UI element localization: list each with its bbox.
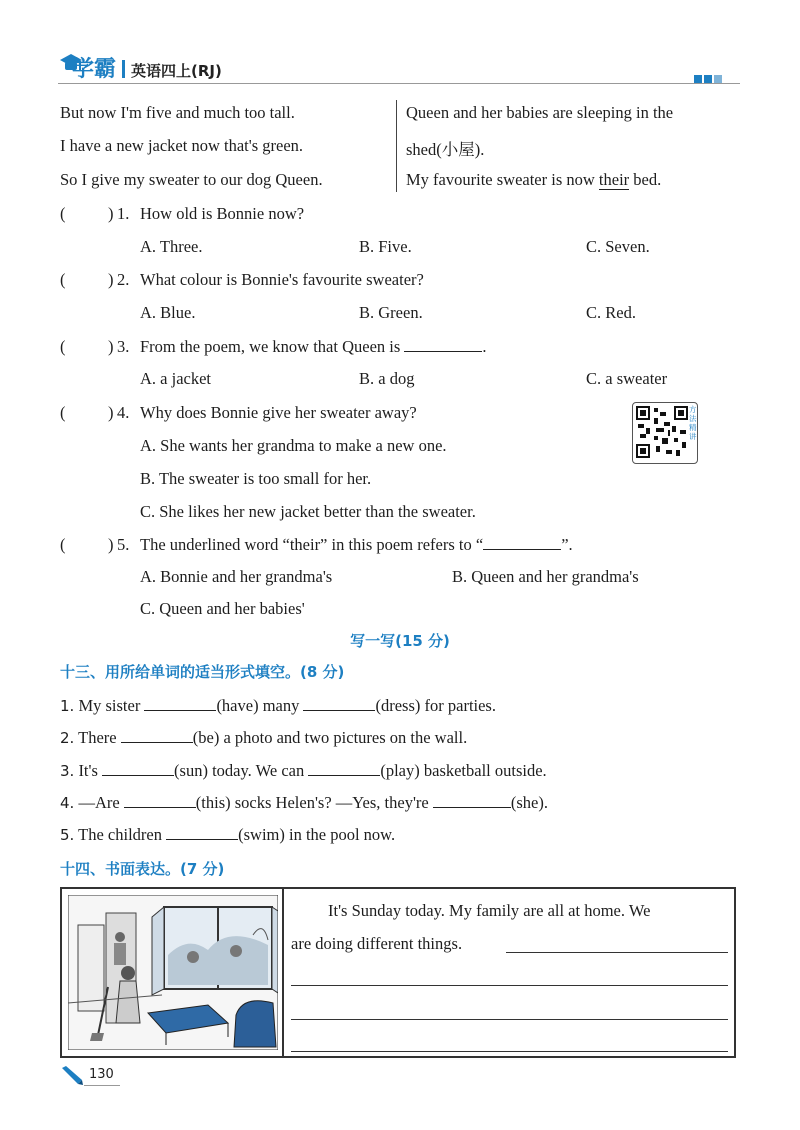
writing-prompt-line-1: It's Sunday today. My family are all at home. We [328, 901, 651, 920]
page-number: 130 [89, 1067, 114, 1082]
s13-item-3: 3. It's (sun) today. We can (play) basketball outside. [60, 761, 547, 780]
q4-text: Why does Bonnie give her sweater away? [140, 403, 417, 422]
s13-item-3-blank-2[interactable] [308, 761, 380, 776]
qr-code-icon [636, 406, 688, 458]
s13-item-1: 1. My sister (have) many (dress) for parties. [60, 696, 496, 715]
q3-rparen: ) [108, 337, 114, 356]
writing-box [60, 887, 736, 1058]
s13-item-3-blank-1[interactable] [102, 761, 174, 776]
s13-item-1-blank-1[interactable] [144, 696, 216, 711]
q4-option-b: B. The sweater is too small for her. [140, 469, 372, 488]
s13-item-1-blank-2[interactable] [303, 696, 375, 711]
q1-option-b: B. Five. [359, 237, 412, 256]
q3-after-blank: . [482, 337, 487, 356]
q2-option-a: A. Blue. [140, 303, 196, 322]
q1-text: How old is Bonnie now? [140, 204, 305, 223]
q4-option-a: A. She wants her grandma to make a new one. [140, 436, 447, 455]
q5-text: The underlined word “their” in this poem refers to “ [140, 535, 484, 554]
q4-rparen: ) [108, 403, 114, 422]
q5-option-a: A. Bonnie and her grandma's [140, 567, 333, 586]
poem-right-line-3-text: My favourite sweater is now [406, 170, 599, 189]
q5-paren: ( [60, 535, 66, 554]
q5-after-blank: ”. [561, 535, 573, 554]
q5-option-c: C. Queen and her babies' [140, 599, 305, 618]
s13-item-4-blank-1[interactable] [124, 793, 196, 808]
section-write-heading: 写一写(15 分) [350, 632, 450, 650]
q3-answer-blank[interactable] [404, 337, 482, 352]
q3-number: 3. [117, 337, 130, 356]
poem-divider [396, 100, 397, 192]
s13-item-2: 2. There (be) a photo and two pictures on the wall. [60, 728, 468, 747]
q4-paren: ( [60, 403, 66, 422]
s13-item-4-blank-2[interactable] [433, 793, 511, 808]
header-divider-tick [122, 60, 125, 78]
qr-code[interactable] [632, 402, 698, 464]
underlined-word: their [598, 170, 630, 189]
section14-title: 十四、书面表达。(7 分) [60, 860, 225, 878]
q5-text-row [140, 535, 573, 555]
poem-left-line-2: I have a new jacket now that's green. [60, 136, 304, 155]
q2-paren: ( [60, 270, 66, 289]
pencil-icon [60, 1064, 84, 1086]
q5-rparen: ) [108, 535, 114, 554]
logo-text: 学霸 [72, 57, 117, 82]
writing-line-1[interactable] [506, 952, 728, 953]
writing-line-2[interactable] [291, 985, 728, 986]
q4-option-c: C. She likes her new jacket better than the sweater. [140, 502, 476, 521]
writing-line-4[interactable] [291, 1051, 728, 1052]
q3-option-c: C. a sweater [586, 369, 668, 388]
poem-right-line-1: Queen and her babies are sleeping in the [406, 103, 674, 122]
poem-left-line-1: But now I'm five and much too tall. [60, 103, 295, 122]
q2-rparen: ) [108, 270, 114, 289]
q5-number: 5. [117, 535, 130, 554]
q5-answer-blank[interactable] [483, 535, 561, 550]
q5-option-b: B. Queen and her grandma's [452, 567, 639, 586]
header-logo [58, 52, 130, 82]
qr-label: 方法精讲 [689, 405, 697, 441]
poem-right-line-2: shed(小屋). [406, 140, 485, 159]
q4-number: 4. [117, 403, 130, 422]
q1-paren: ( [60, 204, 66, 223]
illustration-divider [282, 889, 284, 1056]
q1-option-c: C. Seven. [586, 237, 650, 256]
section13-title: 十三、用所给单词的适当形式填空。(8 分) [60, 663, 345, 681]
writing-prompt-line-2: are doing different things. [291, 934, 463, 953]
s13-item-4: 4. —Are (this) socks Helen's? —Yes, they're (she). [60, 793, 548, 812]
scene-illustration [68, 895, 278, 1050]
s13-item-5: 5. The children (swim) in the pool now. [60, 825, 396, 844]
q2-text: What colour is Bonnie's favourite sweater? [140, 270, 424, 289]
q1-option-a: A. Three. [140, 237, 203, 256]
q1-rparen: ) [108, 204, 114, 223]
header-squares [694, 68, 722, 87]
poem-right-line-3 [406, 170, 661, 190]
poem-right-line-3-suffix: bed. [629, 170, 662, 189]
q3-text-row [140, 337, 487, 357]
writing-line-3[interactable] [291, 1019, 728, 1020]
q3-paren: ( [60, 337, 66, 356]
header-rule [58, 83, 740, 84]
q3-option-b: B. a dog [359, 369, 415, 388]
q2-option-c: C. Red. [586, 303, 636, 322]
q2-option-b: B. Green. [359, 303, 423, 322]
book-title: 英语四上(RJ) [131, 62, 222, 80]
footer-rule [84, 1085, 120, 1086]
q2-number: 2. [117, 270, 130, 289]
poem-left-line-3: So I give my sweater to our dog Queen. [60, 170, 323, 189]
s13-item-2-blank-1[interactable] [121, 728, 193, 743]
q3-option-a: A. a jacket [140, 369, 212, 388]
q1-number: 1. [117, 204, 130, 223]
q3-text: From the poem, we know that Queen is [140, 337, 401, 356]
s13-item-5-blank-1[interactable] [166, 825, 238, 840]
